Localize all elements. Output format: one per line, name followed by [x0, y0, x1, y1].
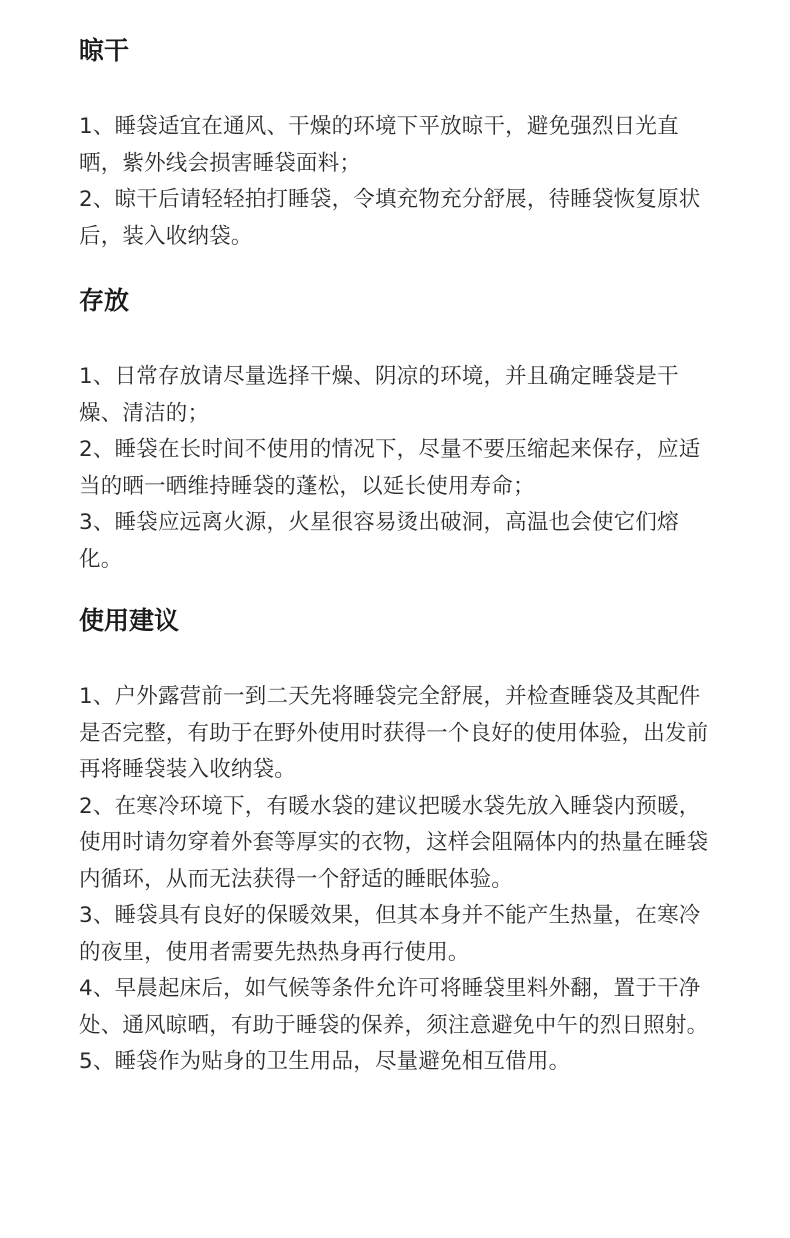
section-usage-tips [79, 603, 711, 1081]
section-title-usage-tips: 使用建议 [79, 606, 180, 635]
paragraph-storage-1: 1、日常存放请尽量选择干燥、阴凉的环境，并且确定睡袋是干燥、清洁的； [79, 364, 679, 426]
paragraph-usage-1: 1、户外露营前一到二天先将睡袋完全舒展，并检查睡袋及其配件是否完整，有助于在野外使用时获得一个良好的使用体验，出发前再将睡袋装入收纳袋。 [79, 684, 709, 782]
section-title-storage: 存放 [79, 286, 130, 315]
section-title-drying: 晾干 [79, 36, 130, 65]
paragraph-usage-3: 3、睡袋具有良好的保暖效果，但其本身并不能产生热量，在寒冷的夜里，使用者需要先热热身再行使用。 [79, 903, 701, 965]
section-storage [79, 283, 711, 578]
paragraph-list-usage-tips [79, 679, 711, 1081]
section-drying [79, 33, 711, 255]
paragraph-storage-3: 3、睡袋应远离火源，火星很容易烫出破洞，高温也会使它们熔化。 [79, 510, 679, 572]
paragraph-usage-2: 2、在寒冷环境下，有暖水袋的建议把暖水袋先放入睡袋内预暖，使用时请勿穿着外套等厚实的衣物，这样会阻隔体内的热量在睡袋内循环，从而无法获得一个舒适的睡眠体验。 [79, 793, 709, 892]
paragraph-usage-4: 4、早晨起床后，如气候等条件允许可将睡袋里料外翻，置于干净处、通风晾晒，有助于睡袋的保养，须注意避免中午的烈日照射。 [79, 976, 709, 1038]
paragraph-list-storage [79, 359, 711, 578]
paragraph-drying-2: 2、晾干后请轻轻拍打睡袋，令填充物充分舒展，待睡袋恢复原状后，装入收纳袋。 [79, 187, 701, 249]
paragraph-usage-5: 5、睡袋作为贴身的卫生用品，尽量避免相互借用。 [79, 1049, 571, 1074]
paragraph-drying-1: 1、睡袋适宜在通风、干燥的环境下平放晾干，避免强烈日光直晒，紫外线会损害睡袋面料； [79, 114, 679, 176]
paragraph-storage-2: 2、睡袋在长时间不使用的情况下，尽量不要压缩起来保存，应适当的晒一晒维持睡袋的蓬松，以延长使用寿命； [79, 437, 701, 499]
paragraph-list-drying [79, 109, 711, 255]
